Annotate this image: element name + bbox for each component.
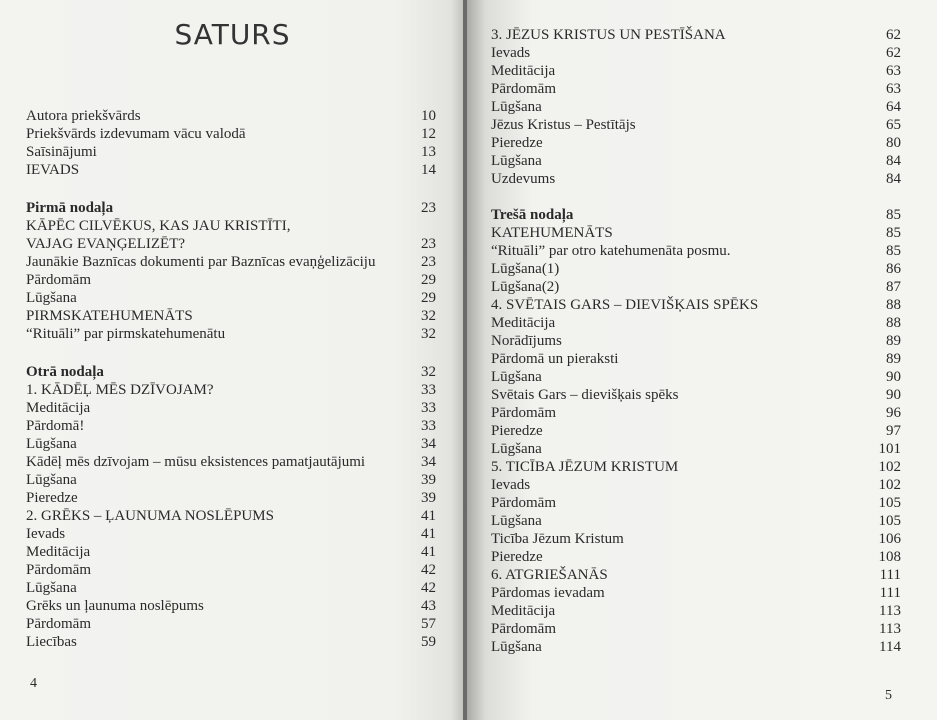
toc-entry-page: 62	[886, 45, 901, 61]
toc-entry	[491, 332, 901, 350]
toc-entry	[491, 296, 901, 314]
toc-entry	[491, 26, 901, 44]
toc-entry-title: Pārdomām	[26, 562, 91, 578]
toc-entry-title: Pirmā nodaļa	[26, 200, 114, 216]
page-number-right: 5	[885, 688, 892, 703]
toc-entry-page: 105	[878, 495, 901, 511]
toc-entry	[26, 435, 436, 453]
toc-entry-title: Lūgšana(2)	[491, 279, 560, 295]
toc-entry	[26, 161, 436, 179]
toc-entry-title: Pārdomas ievadam	[491, 585, 605, 601]
toc-entry-page: 113	[879, 621, 901, 637]
toc-entry-title: Pārdomā un pieraksti	[491, 351, 619, 367]
toc-entry-title: Pārdomām	[26, 272, 91, 288]
toc-entry	[491, 440, 901, 458]
toc-entry-title: Lūgšana	[26, 436, 77, 452]
toc-entry-page: 32	[421, 308, 436, 324]
toc-entry-title: Trešā nodaļa	[491, 207, 574, 223]
toc-entry-page: 90	[886, 387, 901, 403]
toc-entry-page: 84	[886, 153, 901, 169]
toc-entry	[491, 620, 901, 638]
toc-entry	[491, 422, 901, 440]
toc-entry-page: 41	[421, 544, 436, 560]
page-title: SATURS	[174, 18, 291, 51]
toc-entry-title: Lūgšana	[26, 472, 77, 488]
toc-entry	[26, 543, 436, 561]
toc-entry-title: Meditācija	[491, 63, 556, 79]
toc-entry-title: Ievads	[491, 477, 531, 493]
toc-entry	[491, 476, 901, 494]
toc-entry	[26, 633, 436, 651]
toc-entry-page: 39	[421, 472, 436, 488]
toc-entry-page: 90	[886, 369, 901, 385]
toc-entry	[491, 566, 901, 584]
toc-entry-title: Jēzus Kristus – Pestītājs	[491, 117, 636, 133]
toc-entry	[491, 584, 901, 602]
toc-entry-page: 41	[421, 526, 436, 542]
toc-entry-title: Kādēļ mēs dzīvojam – mūsu eksistences pamatjautājumi	[26, 454, 366, 470]
toc-entry-page: 85	[886, 243, 901, 259]
toc-entry	[491, 278, 901, 296]
toc-entry	[491, 512, 901, 530]
toc-entry-page: 29	[421, 290, 436, 306]
right-page	[467, 0, 937, 720]
toc-entry	[26, 399, 436, 417]
toc-entry	[491, 386, 901, 404]
toc-entry	[491, 530, 901, 548]
toc-entry-page: 87	[886, 279, 901, 295]
toc-entry-title: PIRMSKATEHUMENĀTS	[26, 308, 193, 324]
toc-entry	[491, 242, 901, 260]
toc-entry	[26, 525, 436, 543]
toc-entry-title: Lūgšana	[491, 153, 542, 169]
toc-entry-title: Ticība Jēzum Kristum	[491, 531, 624, 547]
toc-entry-title: Svētais Gars – dievišķais spēks	[491, 387, 679, 403]
toc-entry-page: 86	[886, 261, 901, 277]
toc-entry-page: 34	[421, 436, 436, 452]
toc-entry-title: 1. KĀDĒĻ MĒS DZĪVOJAM?	[26, 382, 214, 398]
toc-entry-title: Pieredze	[491, 549, 543, 565]
toc-entry-page: 88	[886, 315, 901, 331]
toc-entry	[26, 199, 436, 217]
toc-entry-page: 59	[421, 634, 436, 650]
toc-entry	[26, 489, 436, 507]
toc-entry	[26, 507, 436, 525]
toc-entry-page: 39	[421, 490, 436, 506]
toc-entry-page: 89	[886, 351, 901, 367]
toc-entry-page: 111	[879, 585, 901, 601]
toc-entry-title: Lūgšana	[491, 639, 542, 655]
toc-entry	[26, 417, 436, 435]
toc-entry	[491, 494, 901, 512]
toc-entry-title: Jaunākie Baznīcas dokumenti par Baznīcas evaņģelizāciju	[26, 254, 376, 270]
toc-entry-page: 33	[421, 418, 436, 434]
toc-entry-title: Saīsinājumi	[26, 144, 97, 160]
toc-entry-title: “Rituāli” par otro katehumenāta posmu.	[491, 243, 731, 259]
toc-entry	[491, 170, 901, 188]
toc-entry	[491, 404, 901, 422]
toc-entry	[491, 44, 901, 62]
toc-entry-title: Lūgšana	[26, 290, 77, 306]
toc-entry	[491, 80, 901, 98]
toc-entry-page: 106	[878, 531, 901, 547]
toc-entry	[26, 363, 436, 381]
toc-entry-page: 113	[879, 603, 901, 619]
toc-entry-title: Liecības	[26, 634, 77, 650]
toc-entry-page: 88	[886, 297, 901, 313]
toc-entry	[491, 224, 901, 242]
toc-entry-page: 33	[421, 400, 436, 416]
toc-entry-page: 62	[886, 27, 901, 43]
left-page	[0, 0, 465, 720]
toc-entry	[26, 471, 436, 489]
toc-entry-page: 89	[886, 333, 901, 349]
page-number-left: 4	[30, 676, 37, 691]
toc-entry-page: 42	[421, 580, 436, 596]
toc-entry	[26, 561, 436, 579]
toc-entry-title: Ievads	[491, 45, 531, 61]
toc-entry-page: 105	[878, 513, 901, 529]
toc-entry	[26, 579, 436, 597]
toc-entry	[26, 307, 436, 325]
toc-entry	[491, 152, 901, 170]
toc-entry	[491, 260, 901, 278]
toc-entry	[491, 62, 901, 80]
toc-entry-title: Pārdomām	[491, 495, 556, 511]
toc-entry-page: 85	[886, 207, 901, 223]
toc-entry-title: Pieredze	[26, 490, 78, 506]
toc-entry-page: 42	[421, 562, 436, 578]
toc-entry-title: 3. JĒZUS KRISTUS UN PESTĪŠANA	[491, 27, 726, 43]
toc-entry	[491, 548, 901, 566]
toc-entry	[491, 602, 901, 620]
toc-entry-page: 64	[886, 99, 901, 115]
toc-entry-page: 23	[421, 254, 436, 270]
toc-entry	[26, 107, 436, 125]
toc-entry-page: 41	[421, 508, 436, 524]
toc-list-left	[26, 107, 436, 651]
toc-entry	[491, 116, 901, 134]
toc-entry-page: 101	[878, 441, 901, 457]
toc-entry	[26, 325, 436, 343]
toc-entry-page: 14	[421, 162, 436, 178]
toc-entry-title: 5. TICĪBA JĒZUM KRISTUM	[491, 459, 679, 475]
toc-entry-title: Pārdomām	[491, 621, 556, 637]
toc-entry-title: Lūgšana	[491, 441, 542, 457]
toc-entry	[491, 134, 901, 152]
toc-entry	[491, 314, 901, 332]
toc-entry-title: Pieredze	[491, 135, 543, 151]
toc-entry	[26, 253, 436, 271]
toc-entry	[26, 615, 436, 633]
toc-entry-page: 85	[886, 225, 901, 241]
toc-entry	[26, 271, 436, 289]
toc-entry	[26, 143, 436, 161]
toc-entry-page: 12	[421, 126, 436, 142]
toc-entry-title: 6. ATGRIEŠANĀS	[491, 567, 608, 583]
toc-entry-title: Priekšvārds izdevumam vācu valodā	[26, 126, 246, 142]
toc-list-right	[491, 26, 901, 656]
toc-entry	[491, 350, 901, 368]
toc-group	[26, 363, 436, 651]
toc-entry-page: 23	[421, 200, 436, 216]
toc-entry	[26, 381, 436, 399]
toc-entry-page: 43	[421, 598, 436, 614]
toc-entry-title: Lūgšana	[491, 99, 542, 115]
toc-entry-page: 13	[421, 144, 436, 160]
toc-group	[491, 26, 901, 188]
toc-entry	[26, 597, 436, 615]
toc-entry-page: 65	[886, 117, 901, 133]
toc-entry	[26, 235, 436, 253]
toc-entry-title: 2. GRĒKS – ĻAUNUMA NOSLĒPUMS	[26, 508, 274, 524]
toc-entry	[491, 98, 901, 116]
toc-entry-title: Pārdomā!	[26, 418, 85, 434]
toc-entry-page: 57	[421, 616, 436, 632]
toc-entry-title: Meditācija	[491, 603, 556, 619]
toc-group	[26, 107, 436, 179]
toc-group	[491, 206, 901, 656]
toc-entry-title: Meditācija	[26, 544, 91, 560]
toc-entry-page: 63	[886, 81, 901, 97]
toc-entry-page: 23	[421, 236, 436, 252]
toc-entry-page: 96	[886, 405, 901, 421]
toc-entry-title: Ievads	[26, 526, 66, 542]
toc-entry-title: Lūgšana	[491, 513, 542, 529]
toc-entry-title: Otrā nodaļa	[26, 364, 104, 380]
toc-entry	[491, 458, 901, 476]
toc-entry-page: 111	[879, 567, 901, 583]
toc-entry-page: 114	[879, 639, 901, 655]
toc-entry-title: Pārdomām	[491, 81, 556, 97]
toc-entry-title: Pārdomām	[26, 616, 91, 632]
toc-entry-title: Pārdomām	[491, 405, 556, 421]
toc-group	[26, 199, 436, 343]
toc-entry-page: 34	[421, 454, 436, 470]
toc-entry-page: 80	[886, 135, 901, 151]
toc-entry	[491, 206, 901, 224]
toc-entry-title: Autora priekšvārds	[26, 108, 141, 124]
toc-entry	[26, 453, 436, 471]
toc-entry-page: 97	[886, 423, 901, 439]
toc-entry-title: KĀPĒC CILVĒKUS, KAS JAU KRISTĪTI,	[26, 218, 291, 234]
toc-entry	[491, 368, 901, 386]
toc-entry-page: 102	[878, 477, 901, 493]
toc-entry-title: VAJAG EVAŅĢELIZĒT?	[26, 236, 186, 252]
toc-entry	[491, 638, 901, 656]
toc-entry-page: 63	[886, 63, 901, 79]
toc-entry-title: Lūgšana(1)	[491, 261, 560, 277]
toc-entry-title: Meditācija	[491, 315, 556, 331]
toc-entry	[26, 289, 436, 307]
toc-entry-page: 10	[421, 108, 436, 124]
toc-entry-page: 29	[421, 272, 436, 288]
toc-entry-title: Lūgšana	[26, 580, 77, 596]
toc-entry-title: 4. SVĒTAIS GARS – DIEVIŠĶAIS SPĒKS	[491, 297, 759, 313]
toc-entry-page: 84	[886, 171, 901, 187]
toc-entry-page: 108	[878, 549, 901, 565]
toc-entry-title: Uzdevums	[491, 171, 556, 187]
toc-entry-page: 32	[421, 326, 436, 342]
toc-entry-title: Grēks un ļaunuma noslēpums	[26, 598, 204, 614]
toc-entry-title: Pieredze	[491, 423, 543, 439]
toc-entry-page: 33	[421, 382, 436, 398]
toc-entry-title: Meditācija	[26, 400, 91, 416]
toc-entry-title: IEVADS	[26, 162, 80, 178]
toc-entry-title: Norādījums	[491, 333, 562, 349]
toc-entry-title: “Rituāli” par pirmskatehumenātu	[26, 326, 226, 342]
toc-entry-title: KATEHUMENĀTS	[491, 225, 613, 241]
toc-entry	[26, 125, 436, 143]
toc-entry-page: 102	[878, 459, 901, 475]
toc-entry-title: Lūgšana	[491, 369, 542, 385]
toc-entry-page: 32	[421, 364, 436, 380]
toc-entry	[26, 217, 375, 235]
